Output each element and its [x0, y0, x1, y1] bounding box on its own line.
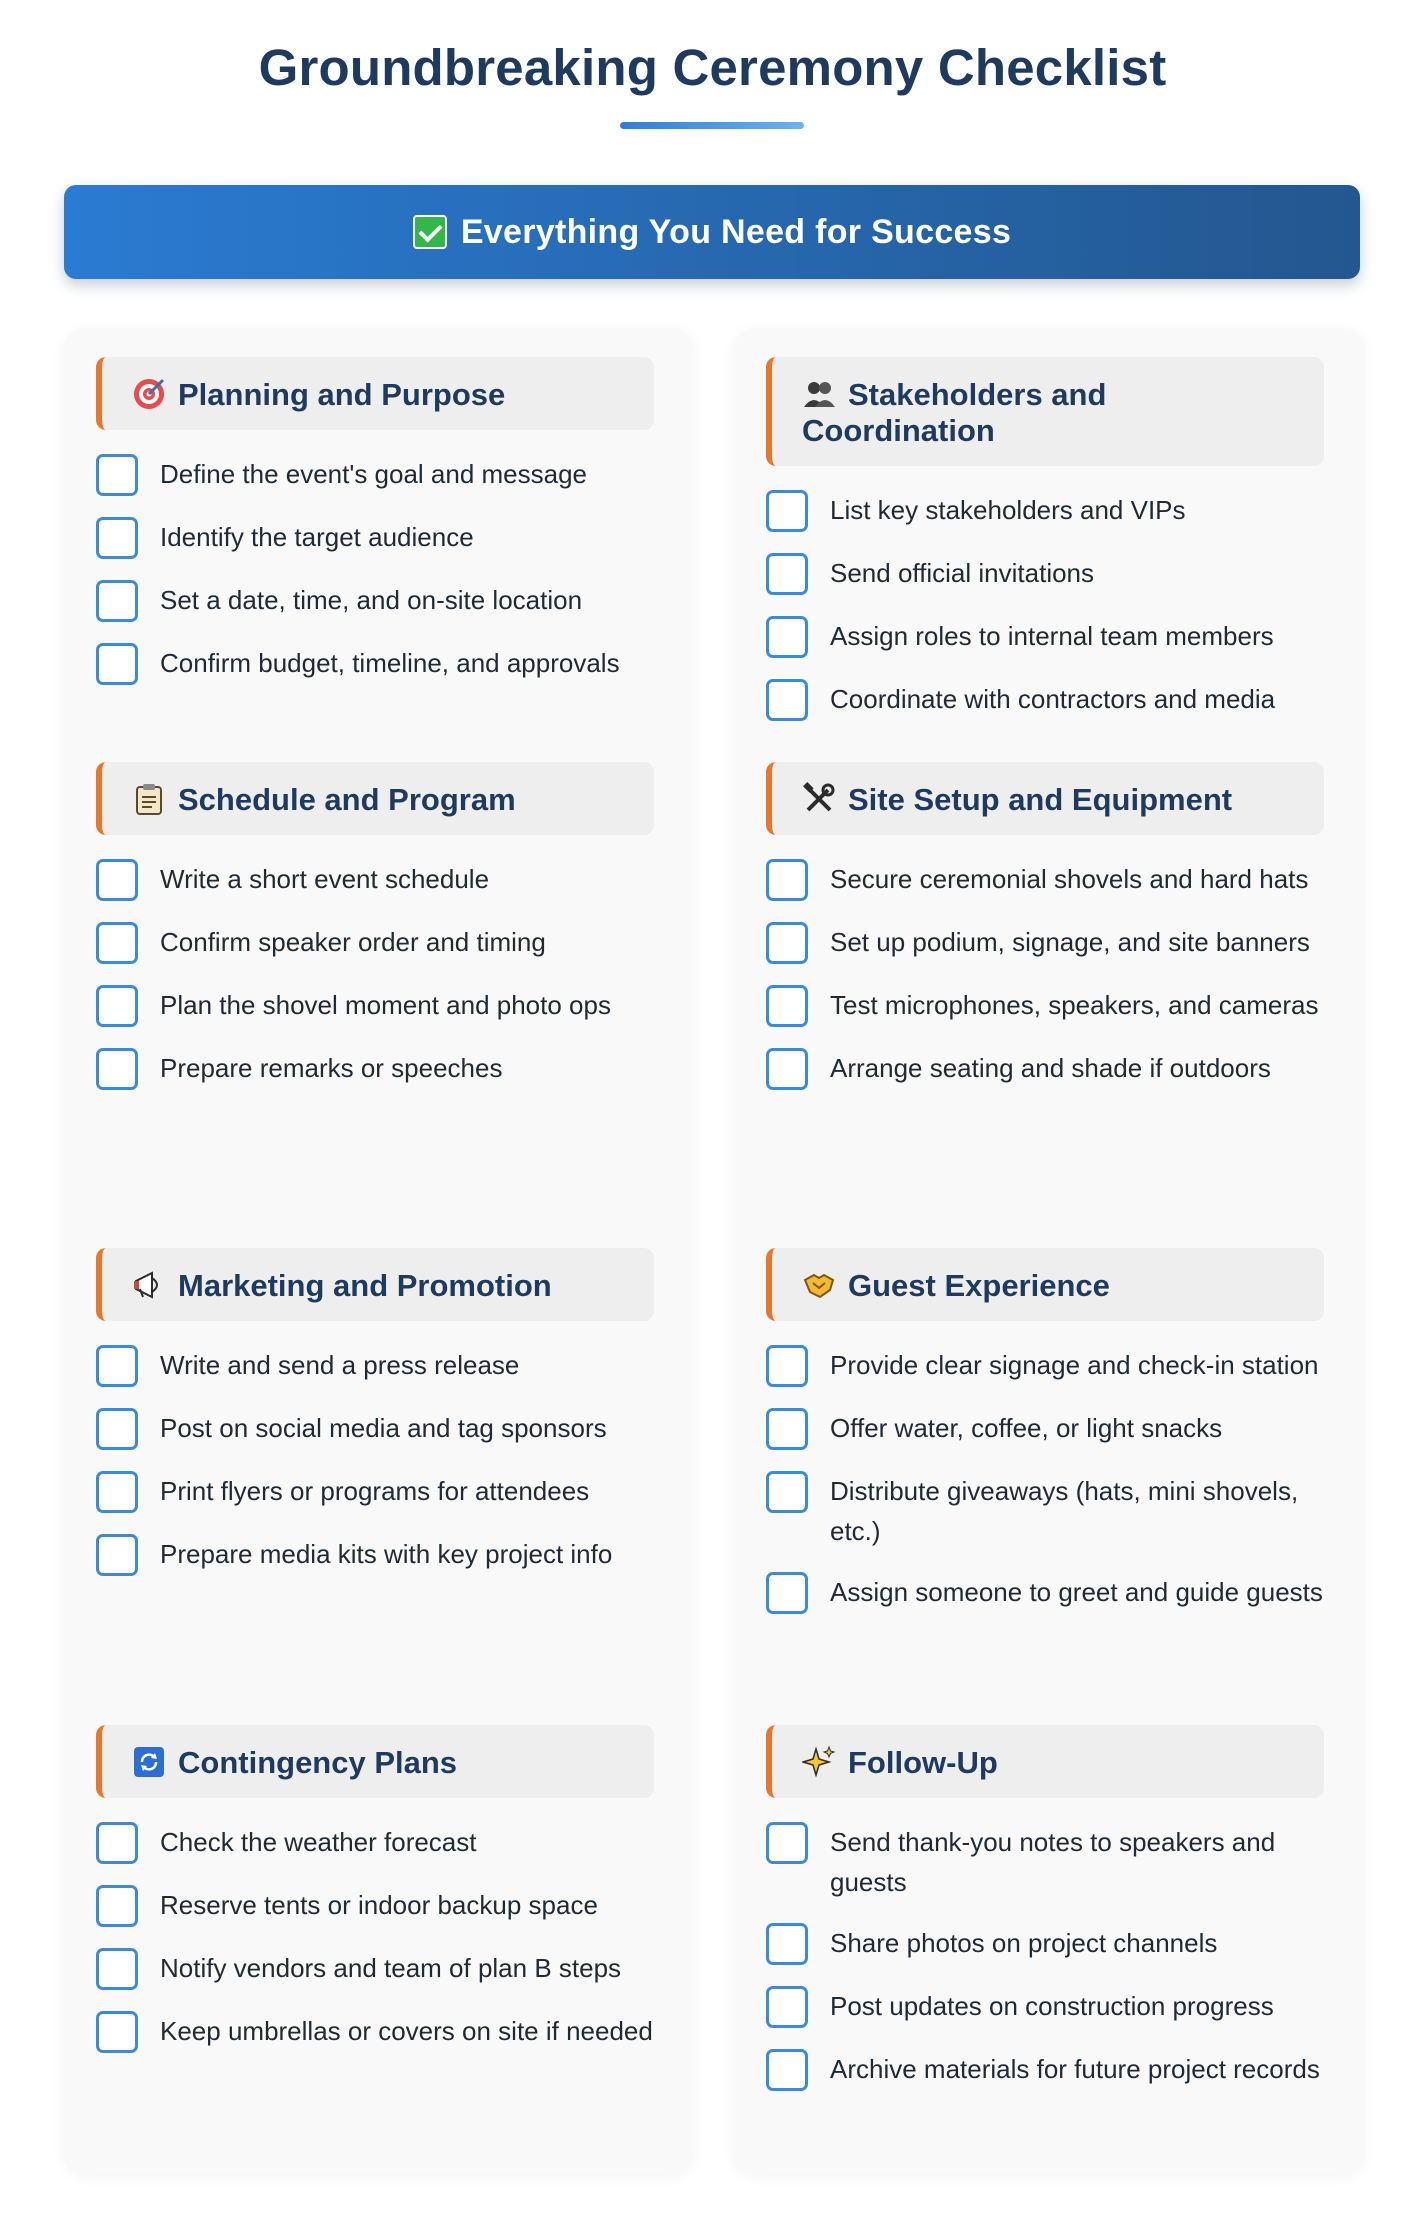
- checkbox[interactable]: [766, 1572, 808, 1614]
- section-header: [766, 1725, 1324, 1798]
- title-underline: [620, 122, 804, 129]
- section-title: Site Setup and Equipment: [848, 782, 1233, 817]
- section-contingency: [96, 1725, 654, 2074]
- item-label: Post updates on construction progress: [830, 1991, 1274, 2021]
- item-label: Post on social media and tag sponsors: [160, 1413, 607, 1443]
- checklist-item: [766, 1048, 1324, 1090]
- checklist-item: [96, 454, 654, 496]
- checklist-item: [766, 1408, 1324, 1450]
- checklist-item: [96, 1345, 654, 1387]
- section-header: [766, 357, 1324, 466]
- section-header: [96, 762, 654, 835]
- left-column: [64, 328, 694, 2174]
- checklist-item: [96, 1822, 654, 1864]
- checklist-item: [96, 1048, 654, 1090]
- item-label: Send thank-you notes to speakers and guests: [830, 1827, 1276, 1897]
- item-label: Check the weather forecast: [160, 1827, 477, 1857]
- tools-icon: [802, 782, 836, 816]
- checklist-item: [96, 1408, 654, 1450]
- checklist: [766, 859, 1324, 1090]
- item-label: Coordinate with contractors and media: [830, 684, 1276, 714]
- checkbox[interactable]: [766, 985, 808, 1027]
- checkbox[interactable]: [96, 1534, 138, 1576]
- section-marketing: [96, 1248, 654, 1597]
- handshake-icon: [802, 1268, 836, 1302]
- checklist: [96, 859, 654, 1090]
- item-label: Define the event's goal and message: [160, 459, 588, 489]
- checkbox[interactable]: [96, 1885, 138, 1927]
- item-label: Identify the target audience: [160, 522, 474, 552]
- page-title: Groundbreaking Ceremony Checklist: [258, 39, 1167, 96]
- item-label: Print flyers or programs for attendees: [160, 1476, 590, 1506]
- item-label: Notify vendors and team of plan B steps: [160, 1953, 622, 1983]
- target-icon: [132, 377, 166, 411]
- checkbox[interactable]: [96, 454, 138, 496]
- section-guest-experience: [766, 1248, 1324, 1635]
- section-planning: [96, 357, 654, 706]
- checklist: [766, 490, 1324, 721]
- checkbox[interactable]: [96, 1048, 138, 1090]
- checkbox[interactable]: [96, 985, 138, 1027]
- checkbox[interactable]: [766, 922, 808, 964]
- checklist-item: [96, 1534, 654, 1576]
- item-label: Prepare remarks or speeches: [160, 1053, 503, 1083]
- checklist-item: [96, 1948, 654, 1990]
- item-label: Send official invitations: [830, 558, 1095, 588]
- checklist-item: [96, 2011, 654, 2053]
- checklist-item: [766, 922, 1324, 964]
- item-label: Write a short event schedule: [160, 864, 490, 894]
- section-title: Marketing and Promotion: [178, 1268, 552, 1303]
- checkbox[interactable]: [766, 1408, 808, 1450]
- item-label: Secure ceremonial shovels and hard hats: [830, 864, 1309, 894]
- checkbox[interactable]: [766, 1822, 808, 1864]
- checkbox[interactable]: [766, 1986, 808, 2028]
- checkbox[interactable]: [96, 517, 138, 559]
- item-label: Share photos on project channels: [830, 1928, 1218, 1958]
- megaphone-icon: [132, 1268, 166, 1302]
- right-column: [734, 328, 1364, 2174]
- item-label: Prepare media kits with key project info: [160, 1539, 613, 1569]
- item-label: Plan the shovel moment and photo ops: [160, 990, 611, 1020]
- checkbox[interactable]: [96, 1408, 138, 1450]
- item-label: Distribute giveaways (hats, mini shovels, etc.): [830, 1476, 1299, 1546]
- section-title: Contingency Plans: [178, 1745, 458, 1780]
- checkbox[interactable]: [766, 1048, 808, 1090]
- section-header: [766, 1248, 1324, 1321]
- item-label: Test microphones, speakers, and cameras: [830, 990, 1319, 1020]
- item-label: Set a date, time, and on-site location: [160, 585, 583, 615]
- item-label: Keep umbrellas or covers on site if needed: [160, 2016, 653, 2046]
- checkbox[interactable]: [766, 679, 808, 721]
- refresh-icon: [132, 1745, 166, 1779]
- section-follow-up: [766, 1725, 1324, 2112]
- section-stakeholders: [766, 357, 1324, 742]
- checklist-item: [766, 859, 1324, 901]
- checkbox[interactable]: [96, 1822, 138, 1864]
- item-label: Offer water, coffee, or light snacks: [830, 1413, 1223, 1443]
- checkbox[interactable]: [766, 490, 808, 532]
- checkbox[interactable]: [96, 2011, 138, 2053]
- section-header: [96, 1725, 654, 1798]
- checklist-item: [766, 1572, 1324, 1614]
- section-title: Planning and Purpose: [178, 377, 506, 412]
- checkbox[interactable]: [96, 922, 138, 964]
- success-banner: [64, 185, 1360, 279]
- checkbox[interactable]: [96, 1948, 138, 1990]
- section-title: Stakeholders and Coordination: [802, 377, 1107, 448]
- checkbox[interactable]: [96, 859, 138, 901]
- checklist-item: [766, 1345, 1324, 1387]
- checkbox[interactable]: [766, 2049, 808, 2091]
- checklist-item: [766, 1923, 1324, 1965]
- checklist-item: [96, 859, 654, 901]
- checklist: [766, 1345, 1324, 1614]
- checklist: [96, 1822, 654, 2053]
- checklist-item: [766, 1986, 1324, 2028]
- checklist-item: [766, 616, 1324, 658]
- checklist-item: [766, 2049, 1324, 2091]
- checklist-item: [766, 490, 1324, 532]
- checklist: [96, 1345, 654, 1576]
- sparkles-icon: [802, 1745, 836, 1779]
- checklist-item: [766, 1822, 1324, 1902]
- checkbox[interactable]: [766, 859, 808, 901]
- section-site-setup: [766, 762, 1324, 1111]
- item-label: List key stakeholders and VIPs: [830, 495, 1186, 525]
- checklist-item: [766, 1471, 1324, 1551]
- item-label: Confirm budget, timeline, and approvals: [160, 648, 620, 678]
- section-header: [96, 1248, 654, 1321]
- checkbox[interactable]: [766, 616, 808, 658]
- check-mark-icon: [413, 215, 447, 249]
- item-label: Arrange seating and shade if outdoors: [830, 1053, 1271, 1083]
- checkbox[interactable]: [766, 1923, 808, 1965]
- clipboard-icon: [132, 782, 166, 816]
- section-header: [766, 762, 1324, 835]
- item-label: Write and send a press release: [160, 1350, 520, 1380]
- section-title: Follow-Up: [848, 1745, 998, 1780]
- checklist-item: [766, 553, 1324, 595]
- banner-text: Everything You Need for Success: [460, 212, 1012, 251]
- checkbox[interactable]: [766, 553, 808, 595]
- checklist-item: [96, 580, 654, 622]
- checklist-item: [96, 643, 654, 685]
- checkbox[interactable]: [96, 643, 138, 685]
- item-label: Reserve tents or indoor backup space: [160, 1890, 598, 1920]
- checklist-item: [96, 922, 654, 964]
- checklist-item: [96, 517, 654, 559]
- checklist: [96, 454, 654, 685]
- section-schedule: [96, 762, 654, 1111]
- checkbox[interactable]: [766, 1471, 808, 1513]
- checkbox[interactable]: [766, 1345, 808, 1387]
- item-label: Assign roles to internal team members: [830, 621, 1274, 651]
- item-label: Provide clear signage and check-in station: [830, 1350, 1319, 1380]
- checklist-item: [766, 679, 1324, 721]
- item-label: Archive materials for future project records: [830, 2054, 1320, 2084]
- checkbox[interactable]: [96, 580, 138, 622]
- checklist-item: [766, 985, 1324, 1027]
- people-icon: [802, 377, 836, 411]
- item-label: Assign someone to greet and guide guests: [830, 1577, 1323, 1607]
- checkbox[interactable]: [96, 1345, 138, 1387]
- checklist-item: [96, 1471, 654, 1513]
- section-title: Guest Experience: [848, 1268, 1110, 1303]
- checkbox[interactable]: [96, 1471, 138, 1513]
- section-header: [96, 357, 654, 430]
- checklist: [766, 1822, 1324, 2091]
- item-label: Set up podium, signage, and site banners: [830, 927, 1310, 957]
- checklist-item: [96, 985, 654, 1027]
- section-title: Schedule and Program: [178, 782, 516, 817]
- checklist-item: [96, 1885, 654, 1927]
- item-label: Confirm speaker order and timing: [160, 927, 546, 957]
